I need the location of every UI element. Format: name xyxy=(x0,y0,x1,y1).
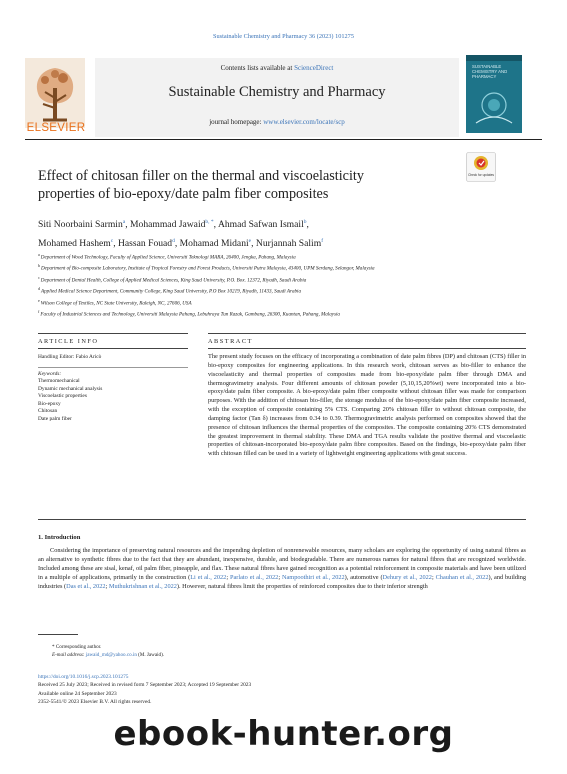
author-affiliation-marker[interactable]: a xyxy=(122,219,126,225)
keywords-list xyxy=(38,378,188,423)
check-updates-label: Check for updates xyxy=(468,173,494,177)
keyword-item: Chitosan xyxy=(38,408,58,415)
affiliation-item: $^e$ Wilson College of Textiles, NC State University, Raleigh, NC, 27606, USA xyxy=(38,297,192,307)
introduction-text: Considering the importance of preserving natural resources and the impending depletion of nonrenewable resources, many scholars are exploring the opportunity of using natural fibres as an alternative to synthetic fibres due to the fact that they are abundant, inexpensive, durable, and biodegradable. There are numerous names for natural fibres that are recognized worldwide. Included among these are sisal, kenaf, oil palm fiber, pineapple, and flax. These natural fibres have gained recognition as a potential reinforcement in composite materials and have been utilized in a multiple of applications, primarily in the construction (Li et al., 2022; Parlato et al., 2022; Nampoothiri et al., 2022), automotive (Dehury et al., 2022; Chauhan et al., 2022), and building industries (Das et al., 2022; Muthukrishnan et al., 2022). However, natural fibres limit the properties of reinforced composites due to their inferior strength xyxy=(38,547,527,590)
author-name: Nurjannah Salim xyxy=(255,238,322,250)
author-name: Mohammad Jawaid xyxy=(130,219,206,231)
cover-artwork-icon xyxy=(472,87,516,127)
abstract-rule-top xyxy=(208,333,526,334)
keyword-item: Thermomechanical xyxy=(38,378,80,385)
affiliation-item: $^f$ Faculty of Industrial Sciences and Technology, Universiti Malaysia Pahang, Lebuhraya Tun Razak, Gambang, 26300, Kuantan, Pahang, Malaysia xyxy=(38,309,340,319)
ref-muthukrishnan-2022[interactable]: Muthukrishnan et al., 2022 xyxy=(108,582,177,590)
sciencedirect-link[interactable]: ScienceDirect xyxy=(294,64,334,72)
author-affiliation-marker[interactable]: b, * xyxy=(205,219,214,225)
cover-title: SUSTAINABLE CHEMISTRY AND PHARMACY xyxy=(472,64,508,79)
author-affiliation-marker[interactable]: f xyxy=(321,238,324,245)
ref-dehury-2022[interactable]: Dehury et al., 2022 xyxy=(382,573,432,581)
author-name: Hassan Fouad xyxy=(118,238,173,250)
introduction-heading: 1. Introduction xyxy=(38,534,81,541)
elsevier-wordmark: ELSEVIER xyxy=(26,122,86,134)
article-info xyxy=(38,354,188,423)
article-title: Effect of chitosan filler on the thermal and viscoelasticity properties of bio-epoxy/date palm fiber composites xyxy=(38,168,364,202)
abstract-rule-bottom xyxy=(38,519,526,520)
author-list xyxy=(38,214,478,252)
affiliation-item: $^c$ Department of Dental Health, College of Applied Medical Sciences, King Saud University, P.O. Box. 12372, Riyadh, Saudi Arabia xyxy=(38,274,307,284)
article-info-rule-top xyxy=(38,333,188,334)
ref-nampoothiri-2022[interactable]: Nampoothiri et al., 2022 xyxy=(281,573,345,581)
ref-parlato-2022[interactable]: Parlato et al., 2022 xyxy=(229,573,279,581)
article-info-heading: ARTICLE INFO xyxy=(38,338,99,345)
keyword-item: Date palm fiber xyxy=(38,415,72,422)
ref-das-2022[interactable]: Das et al., 2022 xyxy=(66,582,106,590)
keyword-item: Viscoelastic properties xyxy=(38,393,87,400)
received-dates: Received 25 July 2023; Received in revised form 7 September 2023; Accepted 19 September 2023 xyxy=(38,682,252,689)
article-info-rule xyxy=(38,348,188,349)
elsevier-tree-logo xyxy=(25,53,85,133)
homepage-link[interactable]: www.elsevier.com/locate/scp xyxy=(263,118,345,126)
journal-cover[interactable] xyxy=(466,55,522,133)
corresponding-author: * Corresponding author. xyxy=(52,644,102,650)
ref-chauhan-2022[interactable]: Chauhan et al., 2022 xyxy=(435,573,489,581)
email-link[interactable]: jawaid_md@yahoo.co.in xyxy=(85,652,137,658)
contents-available: Contents lists available at ScienceDirect xyxy=(220,64,334,72)
copyright: 2352-5541/© 2023 Elsevier B.V. All rights reserved. xyxy=(38,698,152,705)
abstract-text: The present study focuses on the efficacy of incorporating a combination of date palm fibres (DP) and chitosan (CTS) filler in bio-epoxy composites for engineering applications. In this research work, chitosan serves as bio-filler to enhance the viscoelasticity and thermal properties of composites made from bio-epoxy/date palm fiber through DMA and thermogravimetry analysis. Four different amounts of chitosan powder (5,10,15,20%wt) were incorporated into a bio-epoxy/date palm fiber composite. A bio-epoxy/date palm fiber composite without chitosan filler was made for comparison purposes. With the addition of chitosan bio-filler, the storage modulus of the bio-epoxy/date palm fiber composite increased, with the exception of composite containing 5% CTS. Comparing 20% chitosan filler to without chitosan composite, the damping factor (Tan δ) increases from 0.34 to 0.39. Thermogravimetric analysis performed on composites showed that the presence of chitosan influences the thermal properties of the composites. The composite containing 20% CTS demonstrated the greatest improvement in thermal stability. These DMA and TGA results validate the positive thermal and viscoelastic properties of chitosan-incorporated bio-epoxy/date palm fibre composites. Based on the findings, bio-epoxy/date palm fiber with chitosan filled can be used in a variety of lightweight engineering applications with great success. xyxy=(208,353,526,458)
authors-line-1: Siti Noorbaini Sarmin$^a$, Mohammad Jawaid$^{b, *}$, Ahmad Safwan Ismail$^b$, xyxy=(38,219,309,231)
affiliation-item: $^b$ Department of Bio-composite Laboratory, Institute of Tropical Forestry and Forest Products, Universiti Putra Malaysia, 43400, UPM Serdang, Selangor, Malaysia xyxy=(38,263,375,273)
footnote: * Corresponding author. E-mail address: jawaid_md@yahoo.co.in (M. Jawaid). xyxy=(52,644,165,658)
handling-editor: Handling Editor: Fabio Aricò xyxy=(38,354,102,360)
keyword-item: Bio-epoxy xyxy=(38,400,61,407)
journal-homepage: journal homepage: www.elsevier.com/locate/scp xyxy=(209,118,345,126)
doi-link[interactable]: https://doi.org/10.1016/j.scp.2023.101275 xyxy=(38,674,129,680)
author-name: Mohamed Hashem xyxy=(38,238,111,250)
abstract-rule xyxy=(208,348,526,349)
available-online: Available online 24 September 2023 xyxy=(38,690,117,697)
keywords-label: Keywords: xyxy=(38,370,62,377)
check-for-updates-icon[interactable] xyxy=(466,152,496,182)
author-affiliation-marker[interactable]: c xyxy=(110,238,114,245)
affiliations xyxy=(38,251,518,320)
journal-citation[interactable]: Sustainable Chemistry and Pharmacy 36 (2023) 101275 xyxy=(213,33,354,40)
affiliation-item: $^a$ Department of Wood Technology, Faculty of Applied Science, Universiti Teknologi MARA, 26400, Jengka, Pahang, Malaysia xyxy=(38,252,296,261)
ref-li-2022[interactable]: Li et al., 2022 xyxy=(190,573,227,581)
author-name: Siti Noorbaini Sarmin xyxy=(38,219,123,231)
author-name: Ahmad Safwan Ismail xyxy=(217,219,304,231)
watermark: ebook-hunter.org xyxy=(113,714,454,754)
author-name: Mohamad Midani xyxy=(179,238,249,250)
keyword-item: Dynamic mechanical analysis xyxy=(38,385,103,392)
footnote-rule xyxy=(38,634,78,635)
journal-name: Sustainable Chemistry and Pharmacy xyxy=(168,84,386,100)
author-affiliation-marker[interactable]: e xyxy=(248,238,252,245)
authors-line-2: Mohamed Hashem$^c$, Hassan Fouad$^d$, Mohamad Midani$^e$, Nurjannah Salim$^f$ xyxy=(38,238,324,250)
header-rule xyxy=(25,139,542,140)
author-affiliation-marker[interactable]: b xyxy=(303,219,307,225)
author-affiliation-marker[interactable]: d xyxy=(172,238,175,245)
publication-info xyxy=(38,673,251,706)
affiliation-item: $^d$ Applied Medical Science Department, Community College, King Saud University, P.O Box 10219, Riyadh, 11433, Saudi Arabia xyxy=(38,286,302,296)
abstract-heading: ABSTRACT xyxy=(208,338,253,345)
